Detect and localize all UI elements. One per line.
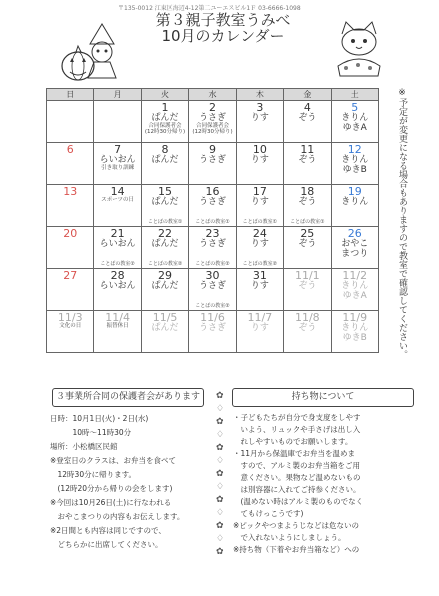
session-tag: ことばの教室② <box>242 261 278 267</box>
class-name: きりん <box>341 113 369 123</box>
class-name: らいおん <box>99 155 136 165</box>
session-tag: ことばの教室② <box>195 303 230 309</box>
day-number: 10 <box>252 143 267 156</box>
cat-illustration <box>330 16 388 78</box>
calendar-day-cell <box>236 143 283 185</box>
session-tag: ことばの教室① <box>195 219 230 225</box>
items-details <box>233 412 423 556</box>
event-line: どちらかに出席してください。 <box>50 540 163 549</box>
calendar-day-cell <box>141 227 188 269</box>
calendar-day-cell <box>331 143 378 185</box>
session-tag: ことばの教室① <box>147 219 183 225</box>
calendar-day-cell <box>189 269 236 311</box>
day-note: 文化の日 <box>59 323 82 329</box>
calendar-day-cell <box>284 185 331 227</box>
calendar-day-cell <box>141 269 188 311</box>
day-number: 11/3 <box>57 311 83 324</box>
weekday-header: 日 <box>47 89 94 101</box>
day-number: 11/6 <box>200 311 225 324</box>
day-number: 15 <box>158 185 173 198</box>
class-name: うさぎ <box>198 239 226 249</box>
day-number: 7 <box>114 143 122 156</box>
day-note: 振替休日 <box>106 323 129 329</box>
class-name: うさぎ <box>198 113 226 123</box>
day-number: 11/5 <box>152 311 178 324</box>
items-line: (温めない時はアルミ製のものでなく <box>233 497 364 506</box>
day-number: 21 <box>110 227 125 240</box>
day-number: 11/1 <box>294 269 320 282</box>
day-number: 19 <box>347 185 362 198</box>
day-number: 28 <box>110 269 125 282</box>
calendar-day-cell <box>284 101 331 143</box>
event-line: 12時30分に帰ります。 <box>50 470 136 479</box>
items-line: ・子どもたちが自分で身支度をしやす <box>233 413 361 422</box>
calendar-day-cell <box>189 311 236 353</box>
calendar-day-cell <box>94 185 141 227</box>
calendar-day-cell <box>331 269 378 311</box>
calendar-week-row <box>47 185 379 227</box>
day-number: 14 <box>110 185 125 198</box>
calendar-week-row <box>47 143 379 185</box>
calendar-day-cell <box>47 269 94 311</box>
items-line: で入れないようにしましょう。 <box>233 533 346 542</box>
calendar-week-row <box>47 311 379 353</box>
day-number: 24 <box>252 227 267 240</box>
class-name: りす <box>250 281 269 291</box>
calendar-day-cell <box>189 227 236 269</box>
class-name: うさぎ <box>198 155 226 165</box>
event-line: ※今回は10月26日(土)に行なわれる <box>50 498 172 507</box>
day-number: 2 <box>208 101 216 114</box>
calendar-day-cell <box>141 101 188 143</box>
event-details <box>50 412 215 552</box>
class-name: うさぎ <box>198 197 226 207</box>
day-note: 合同保護者会 <box>195 123 229 129</box>
calendar-day-cell <box>236 101 283 143</box>
class-name: うさぎ <box>198 323 226 333</box>
weekday-header: 水 <box>189 89 236 101</box>
calendar-day-cell <box>189 185 236 227</box>
class-name: ゆきA <box>342 123 367 133</box>
event-line: 日時：10月1日(火)・2日(水) <box>50 414 149 423</box>
day-number: 11/8 <box>294 311 320 324</box>
items-line: ※持ち物（下着やお弁当箱など）への <box>233 545 360 554</box>
day-number: 3 <box>256 101 264 114</box>
calendar-week-row <box>47 269 379 311</box>
class-name: きりん <box>341 323 369 333</box>
session-tag: ことばの教室② <box>195 261 230 267</box>
side-note: ※予定が変更になる場合もありますので教室で確認してください。 <box>397 88 407 359</box>
calendar-day-cell <box>236 185 283 227</box>
calendar-day-cell <box>94 143 141 185</box>
day-note: スポーツの日 <box>101 197 135 203</box>
calendar-day-cell <box>94 269 141 311</box>
pumpkin-illustration <box>56 22 126 84</box>
day-number: 11/4 <box>105 311 130 324</box>
day-note: (12時30分帰り) <box>144 129 186 135</box>
calendar-day-cell <box>47 143 94 185</box>
page-title: 第３親子教室うみべ 10月のカレンダー <box>155 11 291 45</box>
day-number: 12 <box>347 143 362 156</box>
class-name: ゆきB <box>342 333 367 343</box>
class-name: りす <box>250 239 269 249</box>
event-line: ※2日間とも内容は同じですので、 <box>50 526 166 535</box>
day-number: 11/2 <box>342 269 368 282</box>
class-name: きりん <box>341 281 369 291</box>
class-name: らいおん <box>99 239 136 249</box>
items-heading: 持ち物について <box>232 388 414 407</box>
items-line: すので、アルミ製のお弁当箱をご用 <box>233 461 361 470</box>
event-line: 10時～11時30分 <box>50 428 132 437</box>
weekday-header: 月 <box>94 89 141 101</box>
class-name: りす <box>250 113 269 123</box>
calendar-day-cell <box>94 311 141 353</box>
flower-divider-icon: ✿ ♢ ✿ ♢ ✿ ♢ ✿ ♢ ✿ ♢ ✿ ♢ ✿ <box>216 391 225 557</box>
day-number: 6 <box>66 143 74 156</box>
session-tag: ことばの教室② <box>147 261 183 267</box>
calendar-day-cell <box>141 185 188 227</box>
class-name: まつり <box>341 249 369 259</box>
class-name: ぞう <box>298 113 317 123</box>
class-name: ぞう <box>298 197 317 207</box>
weekday-header: 木 <box>236 89 283 101</box>
calendar-day-cell <box>331 101 378 143</box>
calendar-day-cell <box>47 185 94 227</box>
class-name: きりん <box>341 155 369 165</box>
class-name: りす <box>250 155 269 165</box>
calendar-day-cell <box>189 101 236 143</box>
session-tag: ことばの教室② <box>100 261 135 267</box>
items-line: れしやすいものでお願いします。 <box>233 437 353 446</box>
day-number: 18 <box>300 185 315 198</box>
calendar-day-cell <box>331 185 378 227</box>
calendar-day-cell <box>47 311 94 353</box>
day-note: 引き取り訓練 <box>101 165 135 171</box>
day-number: 11/9 <box>342 311 368 324</box>
class-name: ぱんだ <box>151 239 179 249</box>
day-note: (12時30分帰り) <box>192 129 233 135</box>
weekday-header: 火 <box>141 89 188 101</box>
class-name: りす <box>250 197 269 207</box>
day-number: 23 <box>205 227 220 240</box>
calendar-day-cell <box>236 227 283 269</box>
items-line: ※ピックやつまようじなどは危ないの <box>233 521 359 530</box>
class-name: ぞう <box>298 239 317 249</box>
day-number: 20 <box>63 227 78 240</box>
class-name: ぞう <box>298 155 317 165</box>
calendar-day-cell <box>47 227 94 269</box>
items-line: いよう、リュックや手さげは出し入 <box>233 425 361 434</box>
calendar-day-cell <box>284 143 331 185</box>
calendar-day-cell <box>94 101 141 143</box>
calendar-day-cell <box>141 143 188 185</box>
day-note: 合同保護者会 <box>148 123 182 129</box>
calendar-day-cell <box>331 227 378 269</box>
session-tag: ことばの教室① <box>290 219 325 225</box>
class-name: きりん <box>341 197 369 207</box>
event-line: ※登室日のクラスは、お弁当を食べて <box>50 456 177 465</box>
event-line: 場所：小松橋区民館 <box>50 442 118 451</box>
items-line: 意ください。果物など温めないもの <box>233 473 361 482</box>
day-number: 30 <box>205 269 220 282</box>
day-number: 13 <box>63 185 78 198</box>
day-number: 17 <box>252 185 267 198</box>
calendar-day-cell <box>94 227 141 269</box>
day-number: 4 <box>303 101 311 114</box>
day-number: 22 <box>158 227 173 240</box>
day-number: 1 <box>161 101 169 114</box>
calendar-day-cell <box>284 269 331 311</box>
class-name: ぞう <box>298 323 317 333</box>
class-name: ゆきB <box>342 165 367 175</box>
day-number: 11 <box>300 143 315 156</box>
items-line: は別容器に入れてご持参ください。 <box>233 485 361 494</box>
weekday-header: 金 <box>284 89 331 101</box>
weekday-header: 土 <box>331 89 378 101</box>
day-number: 9 <box>208 143 216 156</box>
event-line: おやこまつりの内容もお伝えします。 <box>50 512 185 521</box>
day-number: 8 <box>161 143 169 156</box>
session-tag: ことばの教室① <box>242 219 278 225</box>
items-line: ・11月から保温庫でお弁当を温めま <box>233 449 356 458</box>
event-heading: ３事業所合同の保護者会があります <box>52 388 204 407</box>
class-name: おやこ <box>341 239 369 249</box>
day-number: 11/7 <box>247 311 273 324</box>
class-name: ぱんだ <box>151 197 179 207</box>
calendar-week-row <box>47 101 379 143</box>
calendar-day-cell <box>236 269 283 311</box>
class-name: ぱんだ <box>151 323 179 333</box>
event-line: (12時20分から帰りの会をします) <box>50 484 173 493</box>
calendar-table <box>46 88 379 353</box>
day-number: 25 <box>300 227 315 240</box>
calendar-day-cell <box>236 311 283 353</box>
day-number: 29 <box>158 269 173 282</box>
class-name: ぱんだ <box>151 113 179 123</box>
class-name: ぱんだ <box>151 281 179 291</box>
calendar-day-cell <box>141 311 188 353</box>
calendar-day-cell <box>284 227 331 269</box>
address: 〒135-0012 江東区海辺4-12第二ユーエスビル1Ｆ 03-6666-1098 <box>118 5 301 12</box>
calendar-week-row <box>47 227 379 269</box>
items-line: てもけっこうです) <box>233 509 304 518</box>
day-number: 31 <box>252 269 267 282</box>
calendar-day-cell <box>189 143 236 185</box>
day-number: 26 <box>347 227 362 240</box>
class-name: ぱんだ <box>151 155 179 165</box>
calendar-day-cell <box>284 311 331 353</box>
class-name: りす <box>250 323 269 333</box>
class-name: うさぎ <box>198 281 226 291</box>
day-number: 5 <box>351 101 359 114</box>
calendar-day-cell <box>47 101 94 143</box>
day-number: 16 <box>205 185 220 198</box>
class-name: ぞう <box>298 281 317 291</box>
class-name: ゆきA <box>342 291 367 301</box>
day-number: 27 <box>63 269 78 282</box>
calendar-day-cell <box>331 311 378 353</box>
class-name: らいおん <box>99 281 136 291</box>
